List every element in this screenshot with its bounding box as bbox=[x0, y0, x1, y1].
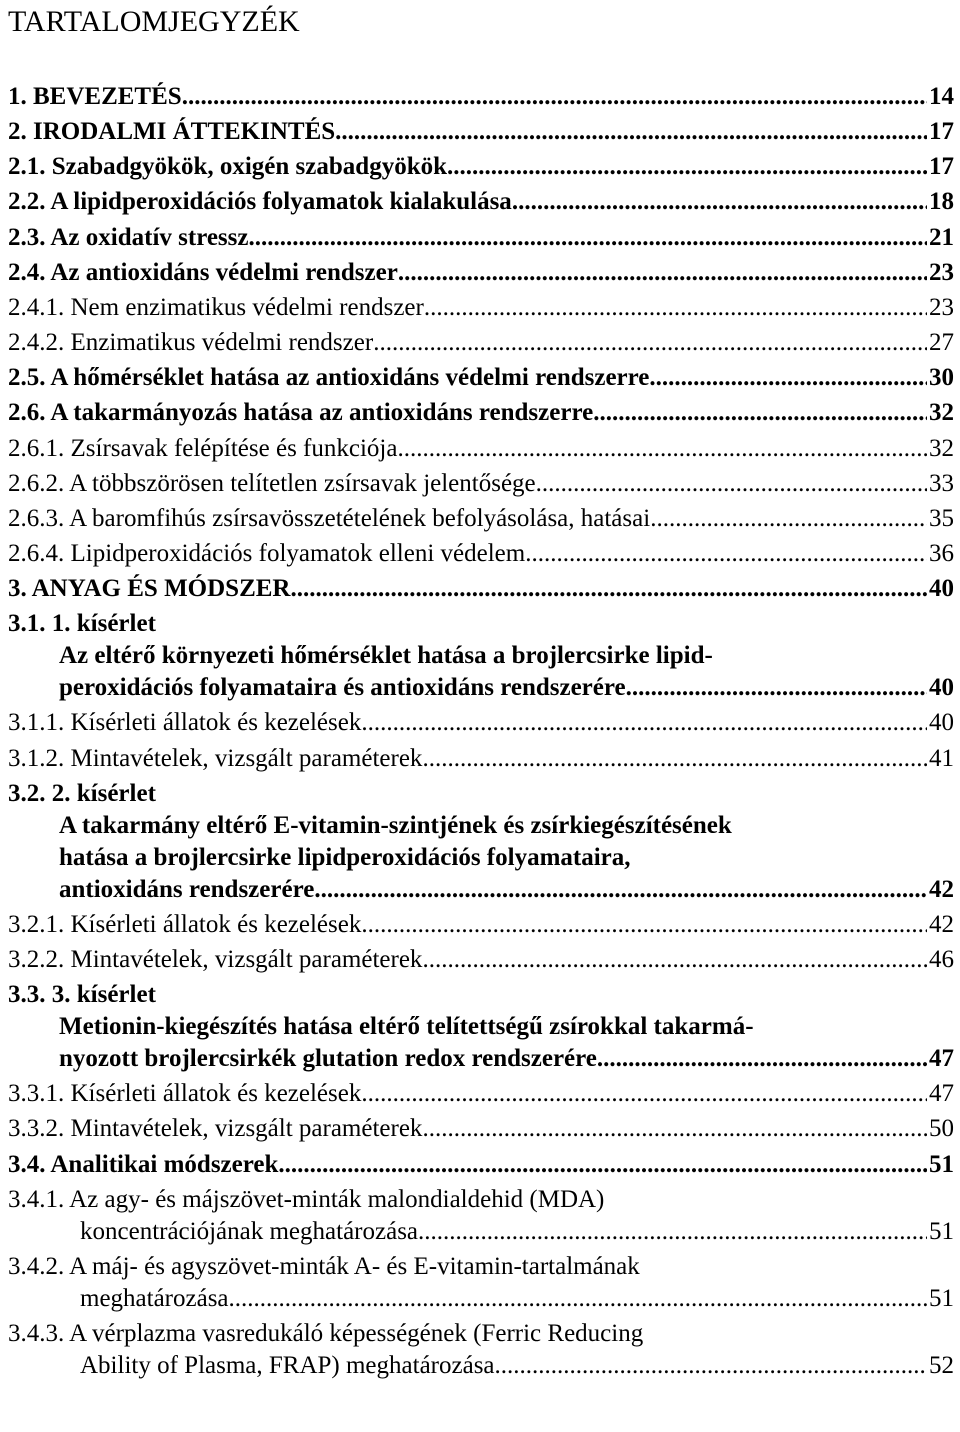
toc-entry[interactable] bbox=[8, 151, 954, 183]
toc-entry-label-continued: peroxidációs folyamataira és antioxidáns rendszerére bbox=[59, 674, 626, 702]
toc-entry-line bbox=[8, 433, 954, 465]
dot-leader bbox=[447, 151, 927, 183]
toc-entry[interactable] bbox=[8, 257, 954, 289]
toc-entry-line bbox=[8, 468, 954, 500]
toc-page-number: 51 bbox=[929, 1284, 954, 1312]
dot-leader bbox=[422, 743, 927, 775]
toc-entry-label: 2.6.3. A baromfihús zsírsavösszetételének befolyásolása, hatásai bbox=[8, 504, 651, 532]
toc-page-number: 35 bbox=[929, 504, 954, 532]
toc-entry-label: 2.5. A hőmérséklet hatása az antioxidáns védelmi rendszerre bbox=[8, 364, 650, 392]
toc-page-number: 47 bbox=[929, 1080, 954, 1108]
toc-entry-label-continued: meghatározása bbox=[80, 1284, 229, 1312]
toc-entry-label: 2.2. A lipidperoxidációs folyamatok kialakulása bbox=[8, 188, 512, 216]
toc-page-number: 42 bbox=[929, 875, 954, 903]
toc-entry-line bbox=[8, 1318, 954, 1350]
toc-entry-label-continued: Metionin-kiegészítés hatása eltérő telítettségű zsírokkal takarmá- bbox=[59, 1013, 754, 1041]
toc-entry-line bbox=[8, 944, 954, 976]
toc-entry[interactable] bbox=[8, 397, 954, 429]
toc-entry[interactable] bbox=[8, 503, 954, 535]
toc-page-number: 18 bbox=[929, 188, 954, 216]
toc-entry-line bbox=[8, 778, 954, 810]
toc-entry-label: 3.3. 3. kísérlet bbox=[8, 981, 156, 1009]
toc-entry-line bbox=[8, 292, 954, 324]
toc-entry-label: 3.3.2. Mintavételek, vizsgált paraméterek bbox=[8, 1115, 423, 1143]
toc-entry[interactable] bbox=[8, 608, 954, 704]
toc-page-number: 32 bbox=[929, 434, 954, 462]
toc-entry[interactable] bbox=[8, 909, 954, 941]
toc-entry-line bbox=[8, 538, 954, 570]
toc-entry-label: 3.4.2. A máj- és agyszövet-minták A- és E-vitamin-tartalmának bbox=[8, 1252, 640, 1280]
toc-page-number: 52 bbox=[929, 1352, 954, 1380]
toc-entry-label: 3.2.2. Mintavételek, vizsgált paraméterek bbox=[8, 946, 423, 973]
toc-page-number: 23 bbox=[929, 293, 954, 321]
toc-page-number: 30 bbox=[929, 364, 954, 392]
toc-entry-label: 1. BEVEZETÉS bbox=[8, 83, 182, 110]
toc-entry[interactable] bbox=[8, 362, 954, 394]
toc-entry[interactable] bbox=[8, 468, 954, 500]
toc-entry[interactable] bbox=[8, 327, 954, 359]
toc-entry-label: 3.2. 2. kísérlet bbox=[8, 779, 156, 807]
toc-entry-label: 2.6.2. A többszörösen telítetlen zsírsavak jelentősége bbox=[8, 469, 536, 497]
dot-leader bbox=[397, 433, 927, 465]
toc-entry-line bbox=[8, 1149, 954, 1181]
toc-entry-label: 2.3. Az oxidatív stressz bbox=[8, 223, 249, 251]
toc-entry-label: 2.6.1. Zsírsavak felépítése és funkciója bbox=[8, 434, 398, 462]
toc-entry-line bbox=[8, 1251, 954, 1283]
toc-entry-line bbox=[8, 222, 954, 254]
toc-entry[interactable] bbox=[8, 979, 954, 1075]
toc-entry[interactable] bbox=[8, 292, 954, 324]
toc-page-number: 51 bbox=[929, 1150, 954, 1178]
toc-entry-label: 3.1.2. Mintavételek, vizsgált paraméterek bbox=[8, 744, 423, 772]
toc-page-number: 40 bbox=[929, 709, 954, 737]
toc-entry-label: 3. ANYAG ÉS MÓDSZER bbox=[8, 575, 291, 603]
toc-entry-line bbox=[8, 707, 954, 739]
toc-entry-line bbox=[8, 257, 954, 289]
dot-leader bbox=[650, 503, 927, 535]
toc-entry-line bbox=[8, 842, 954, 874]
toc-entry-label: 2.4.2. Enzimatikus védelmi rendszer bbox=[8, 329, 374, 357]
dot-leader bbox=[626, 672, 927, 704]
toc-entry[interactable] bbox=[8, 538, 954, 570]
dot-leader bbox=[422, 1113, 927, 1145]
toc-page-number: 32 bbox=[929, 399, 954, 427]
dot-leader bbox=[424, 292, 927, 324]
dot-leader bbox=[335, 116, 927, 148]
toc-entry-line bbox=[8, 874, 954, 906]
toc-page-number: 40 bbox=[929, 674, 954, 702]
toc-entry-label: 3.2.1. Kísérleti állatok és kezelések bbox=[8, 910, 362, 938]
toc-entry[interactable] bbox=[8, 778, 954, 906]
toc-entry[interactable] bbox=[8, 743, 954, 775]
toc-page-number: 23 bbox=[929, 258, 954, 286]
toc-entry[interactable] bbox=[8, 707, 954, 739]
toc-entry-line bbox=[8, 186, 954, 218]
toc-entry[interactable] bbox=[8, 433, 954, 465]
toc-entry-line bbox=[8, 1011, 954, 1043]
toc-entry-label-continued: Ability of Plasma, FRAP) meghatározása bbox=[80, 1352, 495, 1380]
toc-page-number: 21 bbox=[929, 223, 954, 251]
dot-leader bbox=[422, 944, 927, 976]
toc-entry-label-continued: nyozott brojlercsirkék glutation redox rendszerére bbox=[59, 1045, 597, 1073]
toc-entry-line bbox=[8, 640, 954, 672]
toc-page-number: 17 bbox=[929, 118, 954, 146]
toc-entry[interactable] bbox=[8, 1149, 954, 1181]
dot-leader bbox=[597, 1043, 927, 1075]
toc-entry-line bbox=[8, 672, 954, 704]
toc-entry-label-continued: A takarmány eltérő E-vitamin-szintjének és zsírkiegészítésének bbox=[59, 811, 732, 839]
toc-page-number: 41 bbox=[929, 744, 954, 772]
toc-entry[interactable] bbox=[8, 116, 954, 148]
dot-leader bbox=[361, 1078, 927, 1110]
toc-entry-label: 3.3.1. Kísérleti állatok és kezelések bbox=[8, 1080, 362, 1108]
toc-entry-line bbox=[8, 81, 954, 113]
dot-leader bbox=[373, 327, 927, 359]
toc-page-number: 47 bbox=[929, 1045, 954, 1073]
dot-leader bbox=[512, 186, 927, 218]
dot-leader bbox=[361, 707, 927, 739]
toc-entry-line bbox=[8, 1283, 954, 1315]
toc-page-number: 46 bbox=[929, 946, 954, 973]
toc-entry-line bbox=[8, 151, 954, 183]
dot-leader bbox=[229, 1283, 927, 1315]
toc-page-number: 50 bbox=[929, 1115, 954, 1143]
toc-entry-label-continued: koncentrációjának meghatározása bbox=[80, 1217, 419, 1245]
dot-leader bbox=[593, 397, 927, 429]
dot-leader bbox=[398, 257, 927, 289]
toc-entry-line bbox=[8, 1184, 954, 1216]
dot-leader bbox=[249, 222, 928, 254]
toc-page-number: 27 bbox=[929, 329, 954, 357]
toc-entry-line bbox=[8, 397, 954, 429]
toc-entry[interactable] bbox=[8, 222, 954, 254]
toc-entry[interactable] bbox=[8, 1184, 954, 1248]
toc-entry-label: 2.6. A takarmányozás hatása az antioxidáns rendszerre bbox=[8, 399, 594, 427]
toc-entry-line bbox=[8, 1043, 954, 1075]
toc-page-number: 36 bbox=[929, 539, 954, 567]
toc-entry[interactable] bbox=[8, 1251, 954, 1315]
toc-entry[interactable] bbox=[8, 186, 954, 218]
toc-entry-label: 2.1. Szabadgyökök, oxigén szabadgyökök bbox=[8, 153, 448, 181]
toc-entry-label: 3.1.1. Kísérleti állatok és kezelések bbox=[8, 709, 362, 737]
toc-entry-line bbox=[8, 743, 954, 775]
toc-entry-label-continued: hatása a brojlercsirke lipidperoxidációs folyamataira, bbox=[59, 843, 631, 871]
dot-leader bbox=[182, 81, 927, 113]
toc-entry-line bbox=[8, 608, 954, 640]
toc-entry-line bbox=[8, 327, 954, 359]
toc-entry-line bbox=[8, 1216, 954, 1248]
toc-entry[interactable] bbox=[8, 573, 954, 605]
toc-entry[interactable] bbox=[8, 81, 954, 113]
toc-page-number: 14 bbox=[929, 83, 954, 110]
dot-leader bbox=[290, 573, 927, 605]
toc-entry-line bbox=[8, 979, 954, 1011]
dot-leader bbox=[495, 1350, 927, 1382]
toc-entry-line bbox=[8, 573, 954, 605]
toc-entry-line bbox=[8, 1350, 954, 1382]
toc-entry-line bbox=[8, 1078, 954, 1110]
toc-entry-line bbox=[8, 362, 954, 394]
toc-page-number: 51 bbox=[929, 1217, 954, 1245]
toc-entry-line bbox=[8, 810, 954, 842]
dot-leader bbox=[536, 468, 927, 500]
toc-entry-label: 2.4. Az antioxidáns védelmi rendszer bbox=[8, 258, 398, 286]
toc-entry-label-continued: antioxidáns rendszerére bbox=[59, 875, 315, 903]
toc-entry-line bbox=[8, 503, 954, 535]
toc-entry-label-continued: Az eltérő környezeti hőmérséklet hatása a brojlercsirke lipid- bbox=[59, 642, 713, 670]
toc-entry-line bbox=[8, 1113, 954, 1145]
toc-entry-label: 2. IRODALMI ÁTTEKINTÉS bbox=[8, 118, 336, 146]
toc-entry-label: 3.4.1. Az agy- és májszövet-minták malondialdehid (MDA) bbox=[8, 1185, 605, 1213]
toc-page-number: 33 bbox=[929, 469, 954, 497]
toc-page-number: 40 bbox=[929, 575, 954, 603]
toc-entry-label: 3.1. 1. kísérlet bbox=[8, 610, 156, 638]
toc-entry-line bbox=[8, 116, 954, 148]
dot-leader bbox=[278, 1149, 927, 1181]
toc-entry-label: 2.6.4. Lipidperoxidációs folyamatok elleni védelem bbox=[8, 539, 526, 567]
toc-entry[interactable] bbox=[8, 1113, 954, 1145]
dot-leader bbox=[314, 874, 927, 906]
toc-entry[interactable] bbox=[8, 1078, 954, 1110]
toc-entry[interactable] bbox=[8, 1318, 954, 1382]
toc-entry-label: 2.4.1. Nem enzimatikus védelmi rendszer bbox=[8, 293, 424, 321]
dot-leader bbox=[525, 538, 927, 570]
dot-leader bbox=[361, 909, 927, 941]
toc-page-number: 42 bbox=[929, 910, 954, 938]
dot-leader bbox=[649, 362, 927, 394]
toc-entry[interactable] bbox=[8, 944, 954, 976]
toc-title: TARTALOMJEGYZÉK bbox=[8, 5, 300, 38]
toc-entry-line bbox=[8, 909, 954, 941]
toc-entry-label: 3.4.3. A vérplazma vasredukáló képességének (Ferric Reducing bbox=[8, 1320, 644, 1348]
toc-entry-label: 3.4. Analitikai módszerek bbox=[8, 1150, 279, 1178]
dot-leader bbox=[418, 1216, 927, 1248]
toc-page-number: 17 bbox=[929, 153, 954, 181]
